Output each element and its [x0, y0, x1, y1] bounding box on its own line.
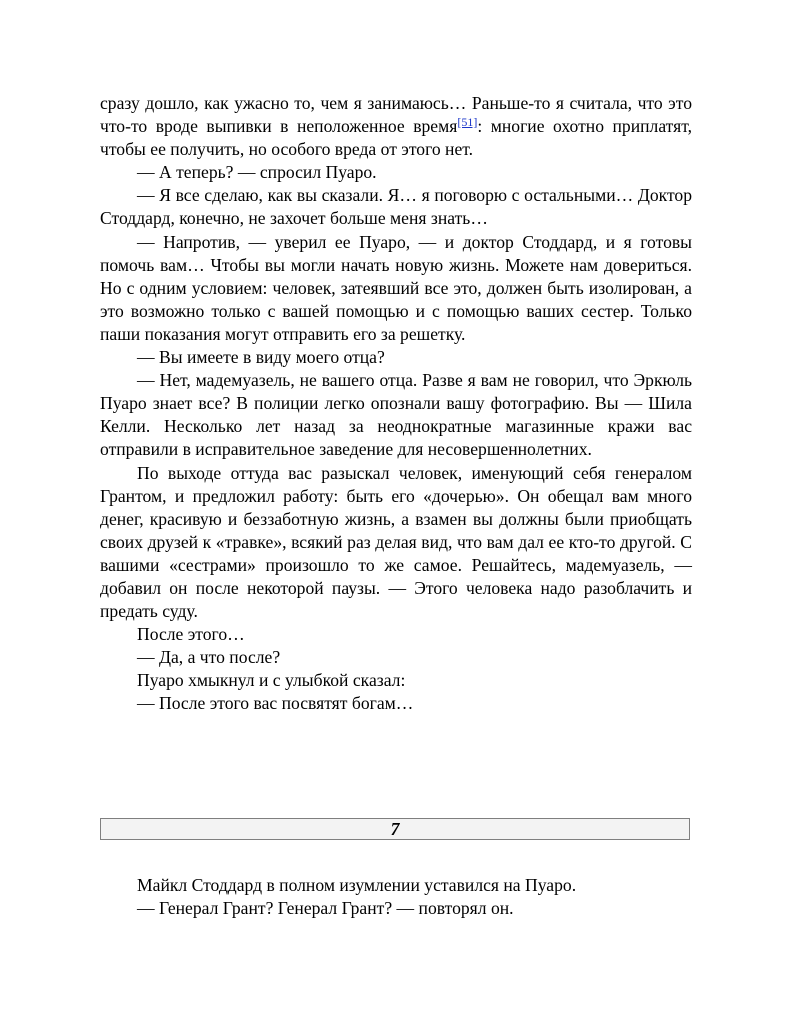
paragraph-8: После этого… [137, 624, 245, 645]
chapter-heading [100, 818, 690, 840]
chapter-text-body [100, 874, 692, 920]
footnote-link[interactable]: [51] [457, 115, 478, 130]
paragraph-10: Пуаро хмыкнул и с улыбкой сказал: [137, 670, 406, 691]
paragraph-6: — Нет, мадемуазель, не вашего отца. Разве я вам не говорил, что Эркюль Пуаро знает все? В полиции легко опознали вашу фотографию. Вы — Шила Келли. Несколько лет назад за неоднократные магазинные кражи вас отправили в исправительное заведение для несовершеннолетних. [100, 370, 692, 460]
paragraph-5: — Вы имеете в виду моего отца? [137, 347, 385, 368]
paragraph-4: — Напротив, — уверил ее Пуаро, — и доктор Стоддард, и я готовы помочь вам… Чтобы вы могли начать новую жизнь. Можете нам довериться. Но с одним условием: человек, затеявший все это, должен быть изолирован, а это возможно только с вашей помощью и с помощью ваших сестер. Только паши показания могут отправить его за решетку. [100, 231, 692, 344]
chapter-number: 7 [390, 819, 400, 839]
chapter-paragraph-1: Майкл Стоддард в полном изумлении уставился на Пуаро. [137, 875, 577, 895]
paragraph-7: По выходе оттуда вас разыскал человек, именующий себя генералом Грантом, и предложил работу: быть его «дочерью». Он обещал вам много денег, красивую и беззаботную жизнь, а взамен вы должны были приобщать своих друзей к «травке», всякий раз делая вид, что вам дал ее кто-то другой. С вашими «сестрами» произошло то же самое. Решайтесь, мадемуазель, — добавил он после некоторой паузы. — Этого человека надо разоблачить и предать суду. [100, 462, 692, 622]
paragraph-1-text: сразу дошло, как ужасно то, чем я занимаюсь… Раньше-то я считала, что это что-то вроде выпивки в неположенное время [100, 93, 692, 137]
paragraph-2: — А теперь? — спросил Пуаро. [137, 162, 377, 183]
paragraph-1 [100, 92, 692, 161]
text-body [100, 92, 692, 716]
paragraph-11: — После этого вас посвятят богам… [137, 693, 414, 714]
paragraph-9: — Да, а что после? [137, 647, 281, 668]
paragraph-1-text-after: : многие охотно приплатят, чтобы ее получить, но особого вреда от этого нет. [100, 116, 692, 160]
paragraph-3: — Я все сделаю, как вы сказали. Я… я поговорю с остальными… Доктор Стоддард, конечно, не захочет больше меня знать… [100, 185, 692, 229]
chapter-paragraph-2: — Генерал Грант? Генерал Грант? — повторял он. [137, 898, 514, 919]
